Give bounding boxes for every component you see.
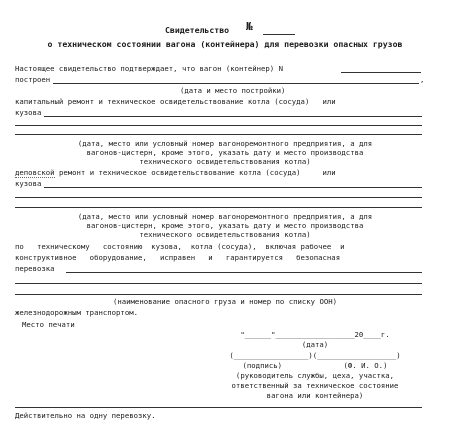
validity-note: Действительно на одну перевозку. bbox=[15, 411, 156, 420]
depot-repair-field-2[interactable] bbox=[15, 197, 422, 198]
built-comma: , bbox=[420, 75, 425, 84]
number-sign: № bbox=[246, 20, 253, 33]
transport-label: перевозка bbox=[15, 264, 55, 273]
depot-repair-field-1[interactable] bbox=[44, 187, 422, 188]
document-subtitle: о техническом состоянии вагона (контейнера) для перевозки опасных грузов bbox=[47, 39, 403, 49]
intro-line: Настоящее свидетельство подтверждает, что вагон (контейнер) N bbox=[15, 64, 283, 73]
cargo-field-2[interactable] bbox=[15, 283, 422, 284]
built-caption: (дата и место постройки) bbox=[180, 86, 286, 95]
capital-repair-field-1[interactable] bbox=[44, 116, 422, 117]
capital-repair-field-2[interactable] bbox=[15, 125, 422, 126]
signature-date-caption: (дата) bbox=[301, 340, 329, 349]
capital-caption-1: (дата, место или условный номер вагоноремонтного предприятия, а для bbox=[77, 139, 373, 148]
footer-separator bbox=[15, 407, 422, 408]
cargo-field-3[interactable] bbox=[15, 294, 422, 295]
wagon-number-field[interactable] bbox=[341, 72, 421, 73]
responsible-role-line-1: (руководитель службы, цеха, участка, bbox=[235, 371, 395, 380]
document-title: Свидетельство bbox=[165, 25, 230, 35]
signature-date-line[interactable]: "______"__________________20____г. bbox=[240, 330, 390, 339]
depot-word: деповской bbox=[15, 168, 55, 177]
seal-place-label: Место печати bbox=[22, 320, 75, 329]
responsible-role-line-3: вагона или контейнера) bbox=[266, 391, 364, 400]
rail-transport-line: железнодорожным транспортом. bbox=[15, 308, 139, 317]
condition-line-1: по техническому состоянию кузова, котла (сосуда), включая рабочее и bbox=[15, 242, 345, 251]
signature-fields-line[interactable]: (_________________)(__________________) bbox=[229, 351, 401, 360]
depot-caption-1: (дата, место или условный номер вагоноремонтного предприятия, а для bbox=[77, 212, 373, 221]
condition-line-2: конструктивное оборудование, исправен и гарантируется безопасная bbox=[15, 253, 341, 262]
capital-repair-line: капитальный ремонт и техническое освидетельствование котла (сосуда) или bbox=[15, 97, 336, 106]
built-label: построен bbox=[15, 75, 51, 84]
cargo-field-1[interactable] bbox=[66, 272, 422, 273]
depot-repair-field-3[interactable] bbox=[15, 207, 422, 208]
capital-caption-2: вагонов-цистерн, кроме этого, указать дату и место производства bbox=[86, 148, 364, 157]
capital-repair-field-3[interactable] bbox=[15, 134, 422, 135]
capital-caption-3: технического освидетельствования котла) bbox=[139, 157, 311, 166]
built-date-place-field[interactable] bbox=[53, 83, 419, 84]
cargo-caption: (наименование опасного груза и номер по списку ООН) bbox=[112, 297, 338, 306]
signature-caption: (подпись) (Ф. И. О.) bbox=[242, 361, 388, 370]
depot-rest: ремонт и техническое освидетельствование котла (сосуда) или bbox=[54, 168, 336, 177]
certificate-number-field[interactable] bbox=[263, 34, 295, 35]
depot-caption-2: вагонов-цистерн, кроме этого, указать дату и место производства bbox=[86, 221, 364, 230]
depot-caption-3: технического освидетельствования котла) bbox=[139, 230, 311, 239]
body-label-1: кузова bbox=[15, 108, 42, 117]
depot-repair-line bbox=[15, 168, 336, 177]
responsible-role-line-2: ответственный за техническое состояние bbox=[231, 381, 399, 390]
body-label-2: кузова bbox=[15, 179, 42, 188]
